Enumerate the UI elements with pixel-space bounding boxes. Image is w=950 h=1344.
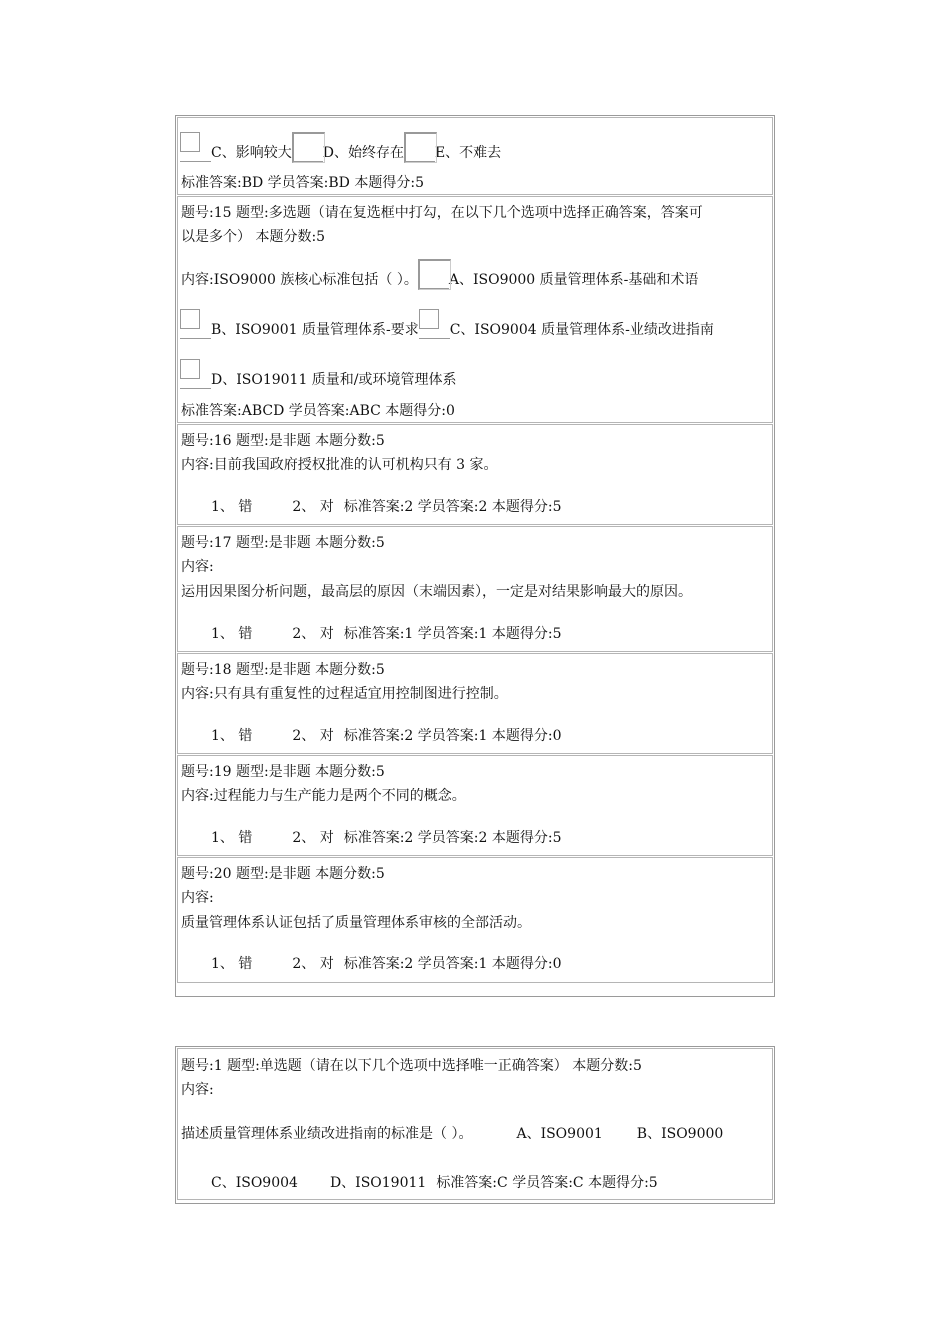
q16-answer: 标准答案:2 学员答案:2 本题得分:5 [343,499,562,515]
q20-answer: 标准答案:2 学员答案:1 本题得分:0 [343,956,562,972]
q1-header: 题号:1 题型:单选题（请在以下几个选项中选择唯一正确答案） 本题分数:5 [181,1058,642,1074]
q14-answer-line: 标准答案:BD 学员答案:BD 本题得分:5 [181,175,424,191]
q17-content: 运用因果图分析问题，最高层的原因（末端因素），一定是对结果影响最大的原因。 [181,584,692,600]
q18-option-1: 1、 错 [211,728,253,744]
q20-content: 质量管理体系认证包括了质量管理体系审核的全部活动。 [181,915,531,931]
q16-option-2: 2、 对 [292,499,334,515]
question-19-cell [177,755,773,856]
checkbox-option-b[interactable] [180,309,211,339]
q15-option-b: B、ISO9001 质量管理体系-要求 [211,322,419,338]
question-15-cell [177,196,773,423]
q17-answer: 标准答案:1 学员答案:1 本题得分:5 [343,626,562,642]
checkbox-option-e[interactable] [404,132,435,162]
q19-header: 题号:19 题型:是非题 本题分数:5 [181,764,385,780]
q20-option-1: 1、 错 [211,956,253,972]
q1-option-c: C、ISO9004 [211,1175,298,1191]
q1-answer: 标准答案:C 学员答案:C 本题得分:5 [436,1175,658,1191]
option-e-label: E、不难去 [434,145,502,161]
q1-content: 描述质量管理体系业绩改进指南的标准是（ ）。 [181,1126,473,1142]
q15-answer-line: 标准答案:ABCD 学员答案:ABC 本题得分:0 [181,403,455,419]
question-20-cell [177,857,773,983]
checkbox-option-a[interactable] [418,259,449,289]
q15-header-line-2: 以是多个） 本题分数:5 [181,229,326,245]
q15-content: 内容:ISO9000 族核心标准包括（ ）。 [181,272,418,288]
question-14-cell [177,117,773,195]
q20-option-2: 2、 对 [292,956,334,972]
q16-content: 内容:目前我国政府授权批准的认可机构只有 3 家。 [181,457,498,473]
q16-header: 题号:16 题型:是非题 本题分数:5 [181,433,385,449]
q17-content-label: 内容: [181,559,214,575]
question-1-cell [177,1048,773,1200]
question-16-cell [177,424,773,525]
q15-option-d: D、ISO19011 质量和/或环境管理体系 [211,372,457,388]
q1-option-d: D、ISO19011 [329,1175,427,1191]
q1-content-label: 内容: [181,1082,214,1098]
option-c-label: C、影响较大 [211,145,292,161]
q20-content-label: 内容: [181,890,214,906]
checkbox-option-c[interactable] [419,309,450,339]
q19-content: 内容:过程能力与生产能力是两个不同的概念。 [181,788,466,804]
q19-answer: 标准答案:2 学员答案:2 本题得分:5 [343,830,562,846]
checkbox-option-c[interactable] [180,132,211,162]
q15-header-line-1: 题号:15 题型:多选题（请在复选框中打勾，在以下几个选项中选择正确答案，答案可 [181,205,703,221]
q19-option-1: 1、 错 [211,830,253,846]
quiz-results-table-1 [175,115,775,997]
question-18-cell [177,653,773,754]
q15-option-c: C、ISO9004 质量管理体系-业绩改进指南 [449,322,714,338]
q1-option-a: A、ISO9001 [516,1126,603,1142]
checkbox-option-d[interactable] [180,359,211,389]
q18-header: 题号:18 题型:是非题 本题分数:5 [181,662,385,678]
option-d-label: D、始终存在 [322,145,404,161]
quiz-results-table-2 [175,1046,775,1204]
question-17-cell [177,526,773,652]
q17-header: 题号:17 题型:是非题 本题分数:5 [181,535,385,551]
q17-option-1: 1、 错 [211,626,253,642]
q20-header: 题号:20 题型:是非题 本题分数:5 [181,866,385,882]
q1-option-b: B、ISO9000 [636,1126,724,1142]
q18-content: 内容:只有具有重复性的过程适宜用控制图进行控制。 [181,686,508,702]
q18-answer: 标准答案:2 学员答案:1 本题得分:0 [343,728,562,744]
q16-option-1: 1、 错 [211,499,253,515]
q17-option-2: 2、 对 [292,626,334,642]
q19-option-2: 2、 对 [292,830,334,846]
q15-option-a: A、ISO9000 质量管理体系-基础和术语 [448,272,699,288]
q18-option-2: 2、 对 [292,728,334,744]
checkbox-option-d[interactable] [292,132,323,162]
